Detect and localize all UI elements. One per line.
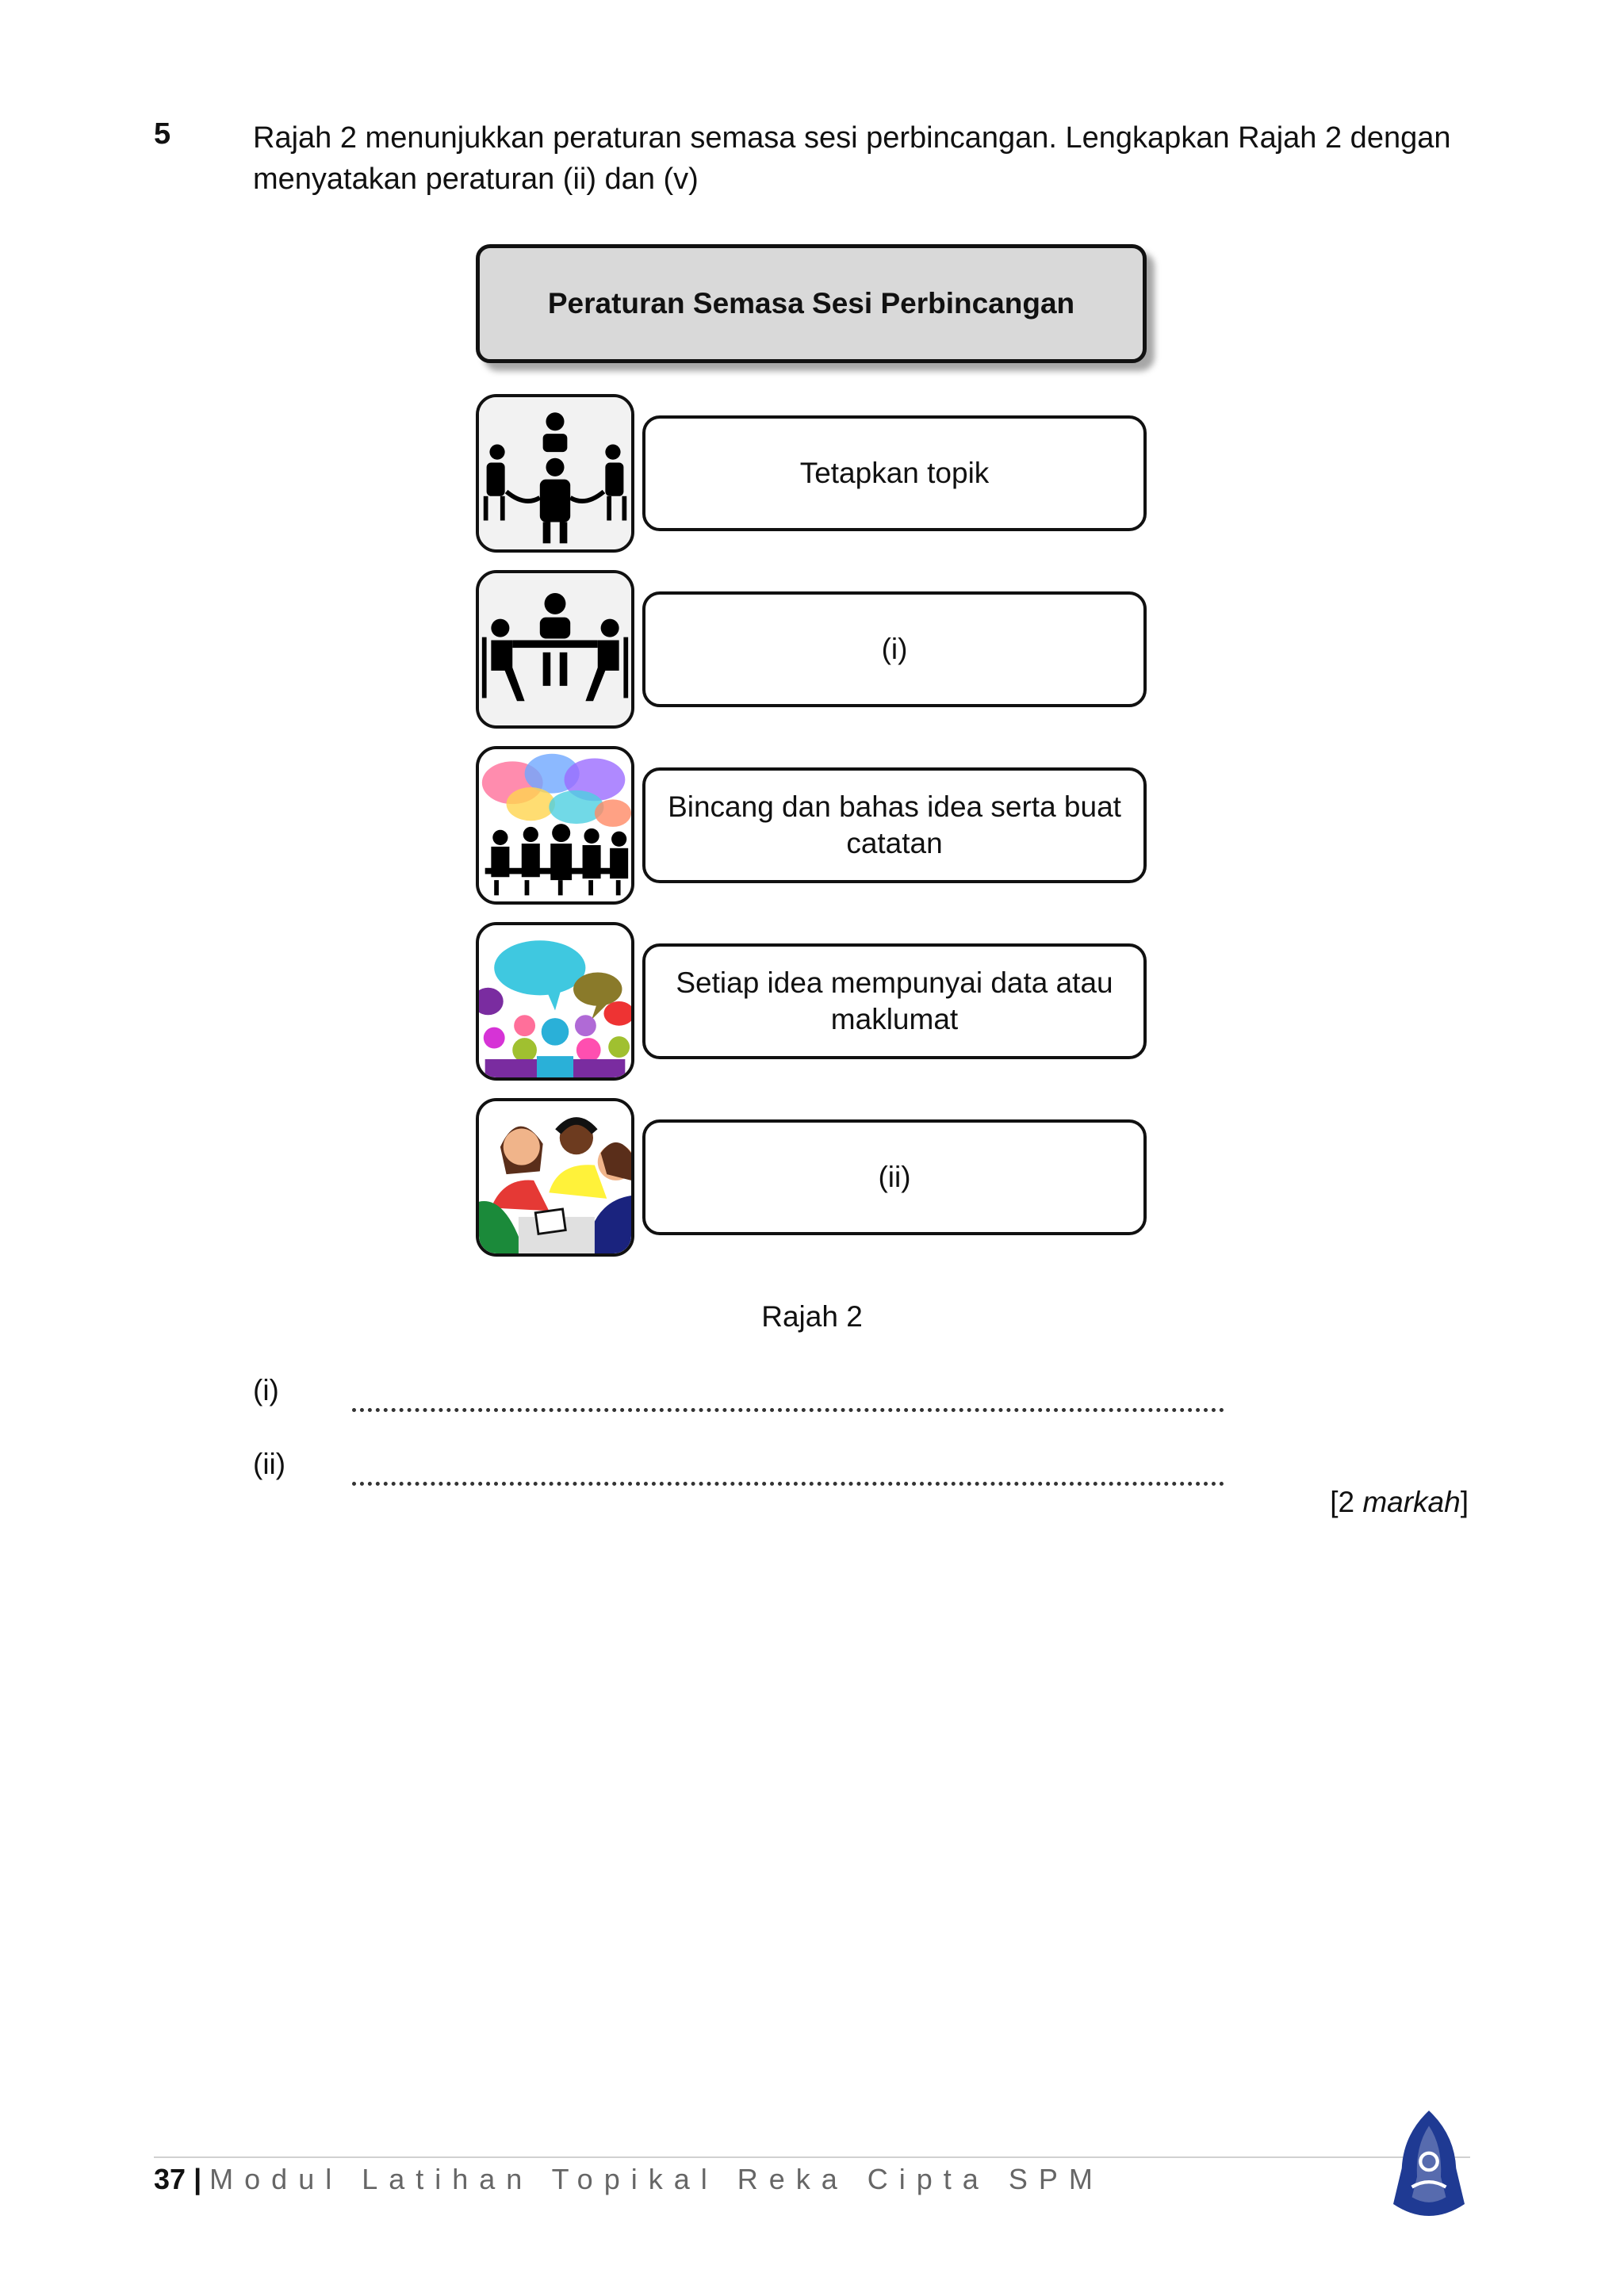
diagram-caption: Rajah 2 — [761, 1300, 863, 1333]
step-2-box: (i) — [642, 591, 1147, 707]
answer-line-ii[interactable] — [352, 1450, 1224, 1486]
meeting-circle-icon — [476, 394, 634, 553]
answer-label-i: (i) — [253, 1374, 279, 1406]
footer-divider — [154, 2156, 1470, 2158]
module-title: Modul Latihan Topikal Reka Cipta SPM — [209, 2163, 1104, 2195]
step-3-box: Bincang dan bahas idea serta buat catatan — [642, 767, 1147, 883]
colorful-speech-icon — [476, 922, 634, 1081]
group-discussion-icon — [476, 1098, 634, 1257]
marks-label: [2 markah] — [1330, 1486, 1469, 1518]
meeting-table-icon — [476, 570, 634, 729]
footer — [154, 2163, 1104, 2196]
diagram-title: Peraturan Semasa Sesi Perbincangan — [476, 244, 1147, 363]
answer-line-i[interactable] — [352, 1376, 1224, 1412]
department-logo-icon — [1386, 2109, 1472, 2228]
question-text: Rajah 2 menunjukkan peraturan semasa sesi perbincangan. Lengkapkan Rajah 2 dengan menyatakan peraturan (ii) dan (v) — [253, 121, 1451, 196]
footer-separator: | — [193, 2163, 202, 2195]
discussion-bubbles-icon — [476, 746, 634, 905]
question-number: 5 — [154, 117, 171, 151]
step-4-box: Setiap idea mempunyai data atau maklumat — [642, 943, 1147, 1059]
answer-label-ii: (ii) — [253, 1448, 286, 1480]
page-number: 37 — [154, 2163, 186, 2195]
step-1-box: Tetapkan topik — [642, 415, 1147, 531]
step-5-box: (ii) — [642, 1119, 1147, 1235]
